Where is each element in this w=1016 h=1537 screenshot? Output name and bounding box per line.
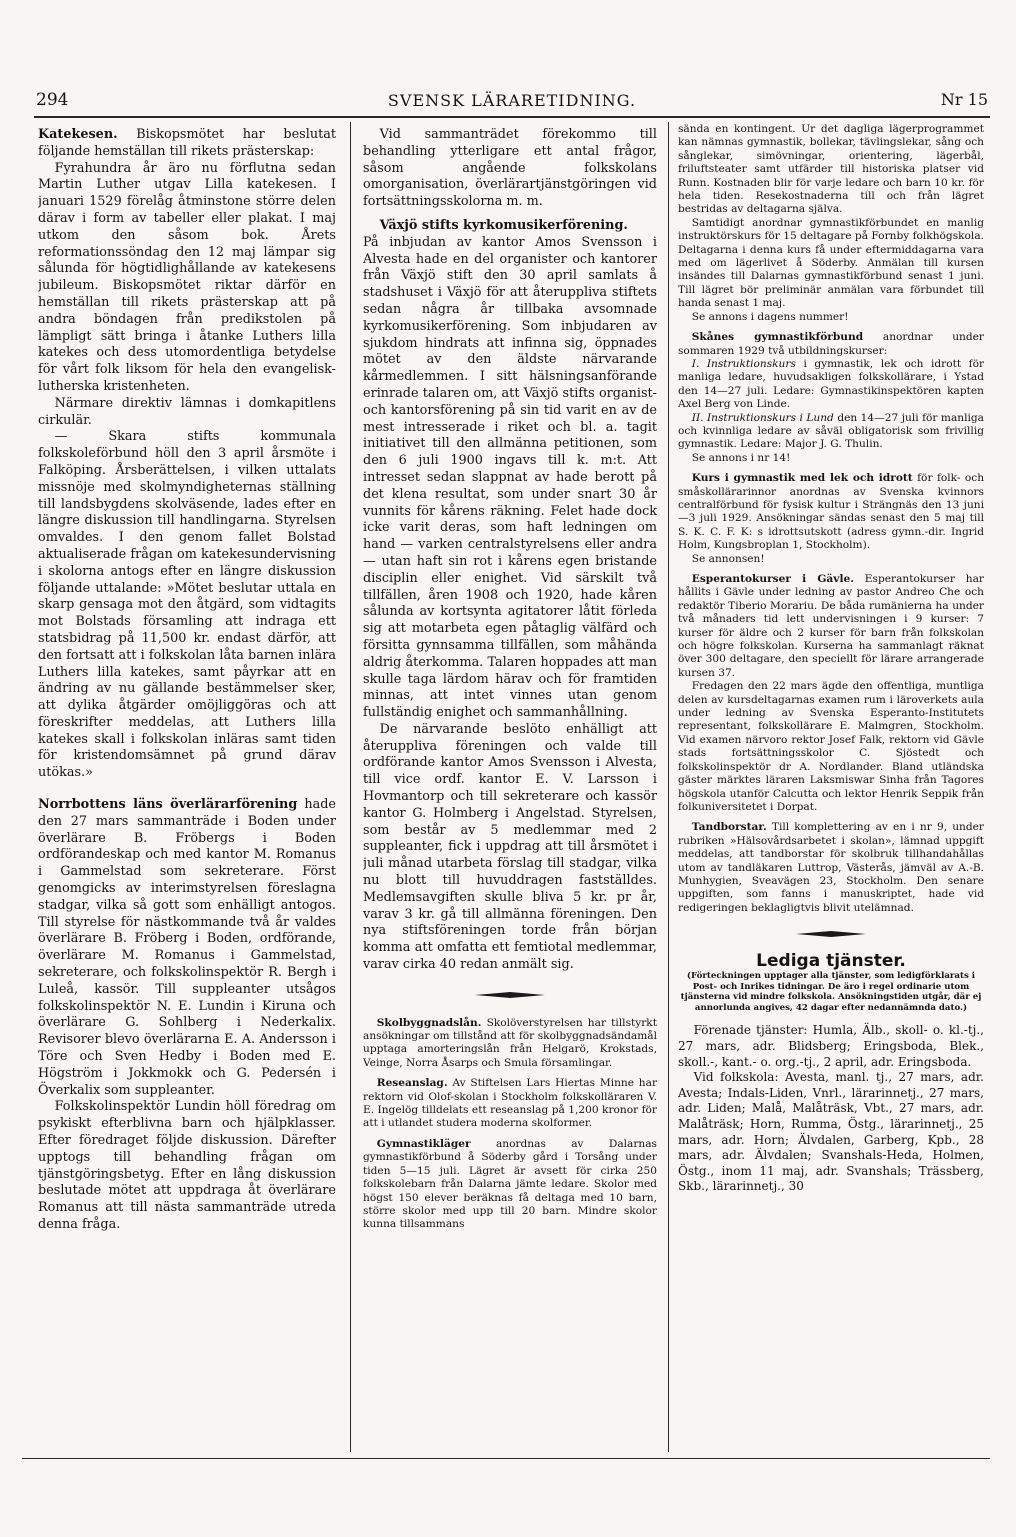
kurs-ad-reference: Se annonsen!: [691, 552, 765, 565]
skane-course-1-text: i gymnastik, lek och idrott för manliga ledare, huvudsakligen folkskollärare, i Ystad den 14—27 juli. Ledare: Gymnastikinspektören kapten Axel Berg von Linde.: [678, 357, 984, 411]
vaxjo-heading: Växjö stifts kyrkomusikerförening.: [379, 217, 628, 233]
reseanslag-heading: Reseanslag.: [376, 1077, 448, 1090]
esperanto-heading: Esperantokurser i Gävle.: [691, 573, 854, 585]
continued-paragraph: Vid sammanträdet förekommo till behandling ytterligare ett antal frågor, såsom angående folkskolans omorganisation, överlärartjänstgöringen vid fortsättningsskolorna m. m.: [363, 127, 657, 210]
forenade-tjanster: Förenade tjänster: Humla, Älb., skoll- o. kl.-tj., 27 mars, adr. Blidsberg; Eringsboda, Blek., skoll.-, kant.- o. org.-tj., 2 april, adr. Eringsboda.: [678, 1023, 984, 1069]
katekesen-note: Närmare direktiv lämnas i domkapitlens cirkulär.: [38, 395, 336, 428]
skane-body: anordnar under sommaren 1929 två utbildningskurser:: [678, 331, 984, 357]
article-katekesen: [38, 127, 336, 161]
article-esperanto: [678, 573, 984, 680]
skane-course-2: [678, 412, 984, 452]
katekesen-body: Fyrahundra år äro nu förflutna sedan Martin Luther utgav Lilla katekesen. I januari 1529 förelåg åtminstone större delen därav i form av tabeller eller plakat. I maj utkom den såsom bok. Årets reformationssöndag den 12 maj lämpar sig sålunda för högtidlighållande av katekesens jubileum. Biskopsmötet riktar därför en hemställan till rikets prästerskap att på andra böndagen från predikstolen på lämpligt sätt bringa i åtanke Luthers lilla katekes och dess utomordentliga betydelse för vårt folk liksom för hela den evangelisk-lutherska kristenheten.: [38, 160, 336, 394]
lediga-tjanster-note: (Förteckningen upptager alla tjänster, som ledigförklarats i Post- och Inrikes tidningar. De äro i regel ordinarie utom tjänsterna vid mindre folkskola. Ansökningstiden utgår, där ej annorlunda angives, 42 dagar efter nedannämnda dato.): [680, 970, 982, 1013]
article-reseanslag: [363, 1077, 657, 1131]
vid-folkskola: Vid folkskola: Avesta, manl. tj., 27 mars, adr. Avesta; Indals-Liden, Vnrl., lärarinnetj., 27 mars, adr. Liden; Malå, Malåträsk, Vbt., 27 mars, adr. Malåträsk; Horn, Rumma, Östg., lärarinnetj., 25 mars, adr. Horn; Älvdalen, Garberg, Kpb., 28 mars, adr. Älvdalen; Svanshals-Heda, Holmen, Östg., inom 11 maj, adr. Svanshals; Trässberg, Skb., lärarinnetj., 30: [678, 1070, 984, 1194]
norrbotten-body: hade den 27 mars sammanträde i Boden under överlärare B. Fröbergs i Boden ordförandeskap och med kantor M. Romanus i Gammelstad som sekreterare. Först genomgicks av interimstyrelsen föreslagna stadgar, vilka så gott som enhälligt antogos. Till styrelse för nästkommande två år valdes överlärare B. Fröberg i Boden, ordförande, överlärare M. Romanus i Gammelstad, sekreterare, och folkskolinspektör R. Bergh i Luleå, kassör. Till suppleanter utsågos folkskolinspektör N. E. Lundin i Kiruna och överlärare G. Sohlberg i Nederkalix. Revisorer blevo överlärarna E. A. Andersson i Töre och Sven Hedby i Boden med E. Högström i Jokkmokk och G. Pedersén i Överkalix som suppleanter.: [38, 797, 336, 1098]
section-divider-2: [678, 929, 984, 942]
skolbygg-heading: Skolbyggnadslån.: [376, 1016, 482, 1029]
gymlager-paragraph-2: Samtidigt anordnar gymnastikförbundet en manlig instruktörskurs för 15 deltagare på Fornby folkhögskola. Deltagarna i denna kurs få under eftermiddagarna vara med om lägerlivet å Söderby. Anmälan till kursen insändes till Dalarnas gymnastikförbund senast 1 juni. Till lägret bör preliminär anmälan vara förbundet till handa senast 1 maj.: [678, 216, 984, 310]
skane-course-1: [678, 358, 984, 412]
vaxjo-body-2: De närvarande beslöto enhälligt att återuppliva föreningen och valde till ordförande kantor Amos Svensson i Alvesta, till vice ordf. kantor E. V. Larsson i Hovmantorp och till sekreterare och kassör kantor G. Holmberg i Angelstad. Styrelsen, som består av 5 medlemmar med 2 suppleanter, fick i uppdrag att till årsmötet i juli månad utarbeta förslag till stadgar, vilka nu blott till huvuddragen fastställdes. Medlemsavgiften skulle bliva 5 kr. pr år, varav 3 kr. gå till allmänna föreningen. Den nya stiftsföreningen torde från början komma att omfatta ett femtiotal medlemmar, varav cirka 40 redan anmält sig.: [363, 721, 657, 973]
reseanslag-body: Av Stiftelsen Lars Hiertas Minne har rektorn vid Olof-skolan i Stockholm folkskolläraren V. E. Ingelög tilldelats ett reseanslag på 1,200 kronor för att i utlandet studera moderna skolformer.: [363, 1077, 657, 1130]
tandborstar-body: Till komplettering av en i nr 9, under rubriken »Hälsovårdsarbetet i skolan», lämnad uppgift meddelas, att tandborstar för skolbruk tillhandahållas utom av tandläkaren Luttrop, Västerås, jämväl av A.-B. Munhygien, Sveavägen 23, Stockholm. Den senare uppgiften, som fanns i manuskriptet, hade vid redigeringen beklagligtvis blivit utelämnad.: [678, 821, 984, 914]
vaxjo-body: På inbjudan av kantor Amos Svensson i Alvesta hade en del organister och kantorer från Växjö stift den 30 april samlats å stadshuset i Växjö för att återuppliva stiftets sedan några år tillbaka avsomnade kyrkomusikerförening. Som inbjudaren av sjukdom hindrats att infinna sig, öppnades mötet av den äldste närvarande kårmedlemmen. I sitt hälsningsanförande erinrade talaren om, att Växjö stifts organist- och kantorsförening på sin tid varit en av de mest intresserade i riket och bl. a. tagit initiativet till den allmänna petitionen, som den 6 juli 1900 ingavs till k. m:t. Att intresset sedan slappnat av hade berott på det klena resultat, som under snart 30 år vunnits för kårens räkning. Felet hade dock icke varit deras, som haft ledningen om hand — varken centralstyrelsens eller andra — utan haft sin rot i kårens egen bristande disciplin eller enighet. Vid särskilt två tillfällen, åren 1908 och 1920, hade kåren sålunda av kortsynta agitatorer låtit förleda sig att motarbeta egen påtaglig välfärd och försitta gynnsamma tillfällen, som måhända aldrig återkomma. Talaren hoppades att man skulle taga lärdom härav och för framtiden minnas, att intet vinnes utan genom fullständig enighet och sammanhållning.: [363, 234, 657, 721]
header-rule: [34, 116, 990, 118]
skane-course-2-text: den 14—27 juli för manliga och kvinnliga ledare av såväl obligatorisk som frivillig gymnastik. Ledare: Major J. G. Thulin.: [678, 411, 984, 451]
page-header: [36, 86, 988, 114]
issue-number: Nr 15: [940, 90, 988, 109]
column-rule-2: [668, 122, 669, 1452]
article-skolbyggnadslan: [363, 1017, 657, 1071]
publication-title: SVENSK LÄRARETIDNING.: [387, 91, 637, 110]
column-2: [363, 127, 657, 1232]
article-tandborstar: [678, 821, 984, 915]
gymlager-heading: Gymnastikläger: [376, 1137, 471, 1150]
gymlager-body: anordnas av Dalarnas gymnastikförbund å Söderby gård i Torsång under tiden 5—15 juli. Lägret är avsett för cirka 250 folkskolebarn från Dalarna jämte ledare. Skolor med högst 150 elever beräknas få deltaga med 10 barn, större skolor med upp till 20 barn. Mindre skolor kunna tillsammans: [363, 1137, 657, 1231]
katekesen-heading: Katekesen.: [38, 127, 118, 142]
article-kurs-gymnastik: [678, 472, 984, 552]
skane-heading: Skånes gymnastikförbund: [691, 331, 864, 344]
divider-ornament-2: [796, 930, 866, 938]
section-divider: [363, 988, 657, 1005]
kurs-body: för folk- och småskollärarinnor anordnas av Svenska kvinnors centralförbund för fysisk kultur i Strängnäs den 13 juni—3 juli 1929. Ansökningar sändas senast den 5 maj till S. K. C. F. K: s idrottsutskott (adress gymn.-dir. Ingrid Holm, Kungsbroplan 1, Stockholm).: [678, 472, 984, 552]
gymlager-ad-reference: Se annons i dagens nummer!: [691, 310, 849, 323]
skane-course-2-label: II. Instruktionskurs i Lund: [691, 411, 834, 424]
article-norrbotten: [38, 797, 336, 1099]
skara-paragraph: — Skara stifts kommunala folkskoleförbund höll den 3 april årsmöte i Falköping. Årsberättelsen, i vilken uttalats missnöje med skolmyndigheternas ställning till landsbygdens skolväsende, lades efter en längre diskussion till handlingarna. Styrelsen omvaldes. I den genom fallet Bolstad aktualiserade frågan om katekesundervisning i skolorna antogs efter en längre diskussion följande uttalande: »Mötet beslutar uttala en skarp gensaga mot den åtgärd, som vidtagits mot Bolstads församling att indraga ett statsbidrag på 11,500 kr. endast därför, att den fortsatt att i folkskolan låta barnen inlära Luthers lilla katekes, samt påyrkar att en ändring av nu gällande bestämmelser sker, att dylika åtgärder omöjliggöras och att föreskrifter meddelas, att Luthers lilla katekes skall i folkskolan inläras samt tiden för kristendomsämnet på grund därav utökas.»: [38, 429, 336, 781]
esperanto-body: Esperantokurser har hållits i Gävle under ledning av pastor Andreo Che och redaktör Tiberio Morariu. De båda rumänierna ha under två månaders tid lett undervisningen i 9 kurser: 7 kurser för äldre och 2 kurser för barn från folkskolan och högre folkskolan. Kurserna ha sammanlagt räknat över 300 deltagare, den speciellt för lärare arrangerade kursen 37.: [678, 573, 984, 679]
skolbygg-body: Skolöverstyrelsen har tillstyrkt ansökningar om tillstånd att för skolbyggnadsändamål upptaga amorteringslån från Helgarö, Krokstads, Veinge, Norra Åsarps och Smula församlingar.: [363, 1016, 657, 1069]
article-vaxjo: [363, 218, 657, 235]
katekesen-intro: Biskopsmötet har beslutat följande hemställan till rikets prästerskap:: [38, 127, 336, 159]
column-1: [38, 127, 336, 1234]
skane-ad-reference: Se annons i nr 14!: [691, 451, 791, 464]
article-skanes-gymnastikforbund: [678, 331, 984, 358]
lediga-tjanster-heading: Lediga tjänster.: [756, 950, 906, 971]
norrbotten-heading: Norrbottens läns överlärarförening: [38, 797, 298, 813]
footer-rule: [22, 1458, 990, 1459]
gymlager-continued: sända en kontingent. Ur det dagliga lägerprogrammet kan nämnas gymnastik, bollekar, tävlingslekar, sång och sånglekar, simövningar, orientering, lägerbål, friluftsteater samt utfärder till historiska platser vid Runn. Kostnaden blir för varje ledare och barn 10 kr. för hela tiden. Resekostnaderna till och från lägret bestridas av deltagarna själva.: [678, 123, 984, 216]
kurs-heading: Kurs i gymnastik med lek och idrott: [691, 472, 913, 485]
column-rule-1: [350, 122, 351, 1452]
skane-course-1-label: I. Instruktionskurs: [691, 357, 796, 370]
norrbotten-body-2: Folkskolinspektör Lundin höll föredrag om psykiskt efterblivna barn och hjälpklasser. Efter föredraget följde diskussion. Därefter upptogs till behandling frågan om tjänstgöringsbetyg. Efter en lång diskussion beslutade mötet att uppdraga åt överlärare Romanus att till nästa sammanträde utreda denna fråga.: [38, 1099, 336, 1232]
page-number: 294: [36, 90, 69, 110]
divider-ornament: [475, 991, 545, 999]
tandborstar-heading: Tandborstar.: [691, 821, 767, 834]
esperanto-body-2: Fredagen den 22 mars ägde den offentliga, muntliga delen av kursdeltagarnas examen rum i läroverkets aula under ledning av Svenska Esperanto-Institutets representant, folkskollärare E. Malmgren, Stockholm. Vid examen närvoro rektor Josef Falk, rektorn vid Gävle stads fortsättningsskolor C. Sjöstedt och folkskolinspektör dr A. Nordlander. Bland utländska gäster märktes läraren Laksmiswar Sinha från Tagores högskola utanför Calcutta och lektor Henrik Seppik från folkuniversitetet i Dorpat.: [678, 680, 984, 813]
article-gymnastiklager: [363, 1138, 657, 1232]
column-3: [678, 123, 984, 1195]
